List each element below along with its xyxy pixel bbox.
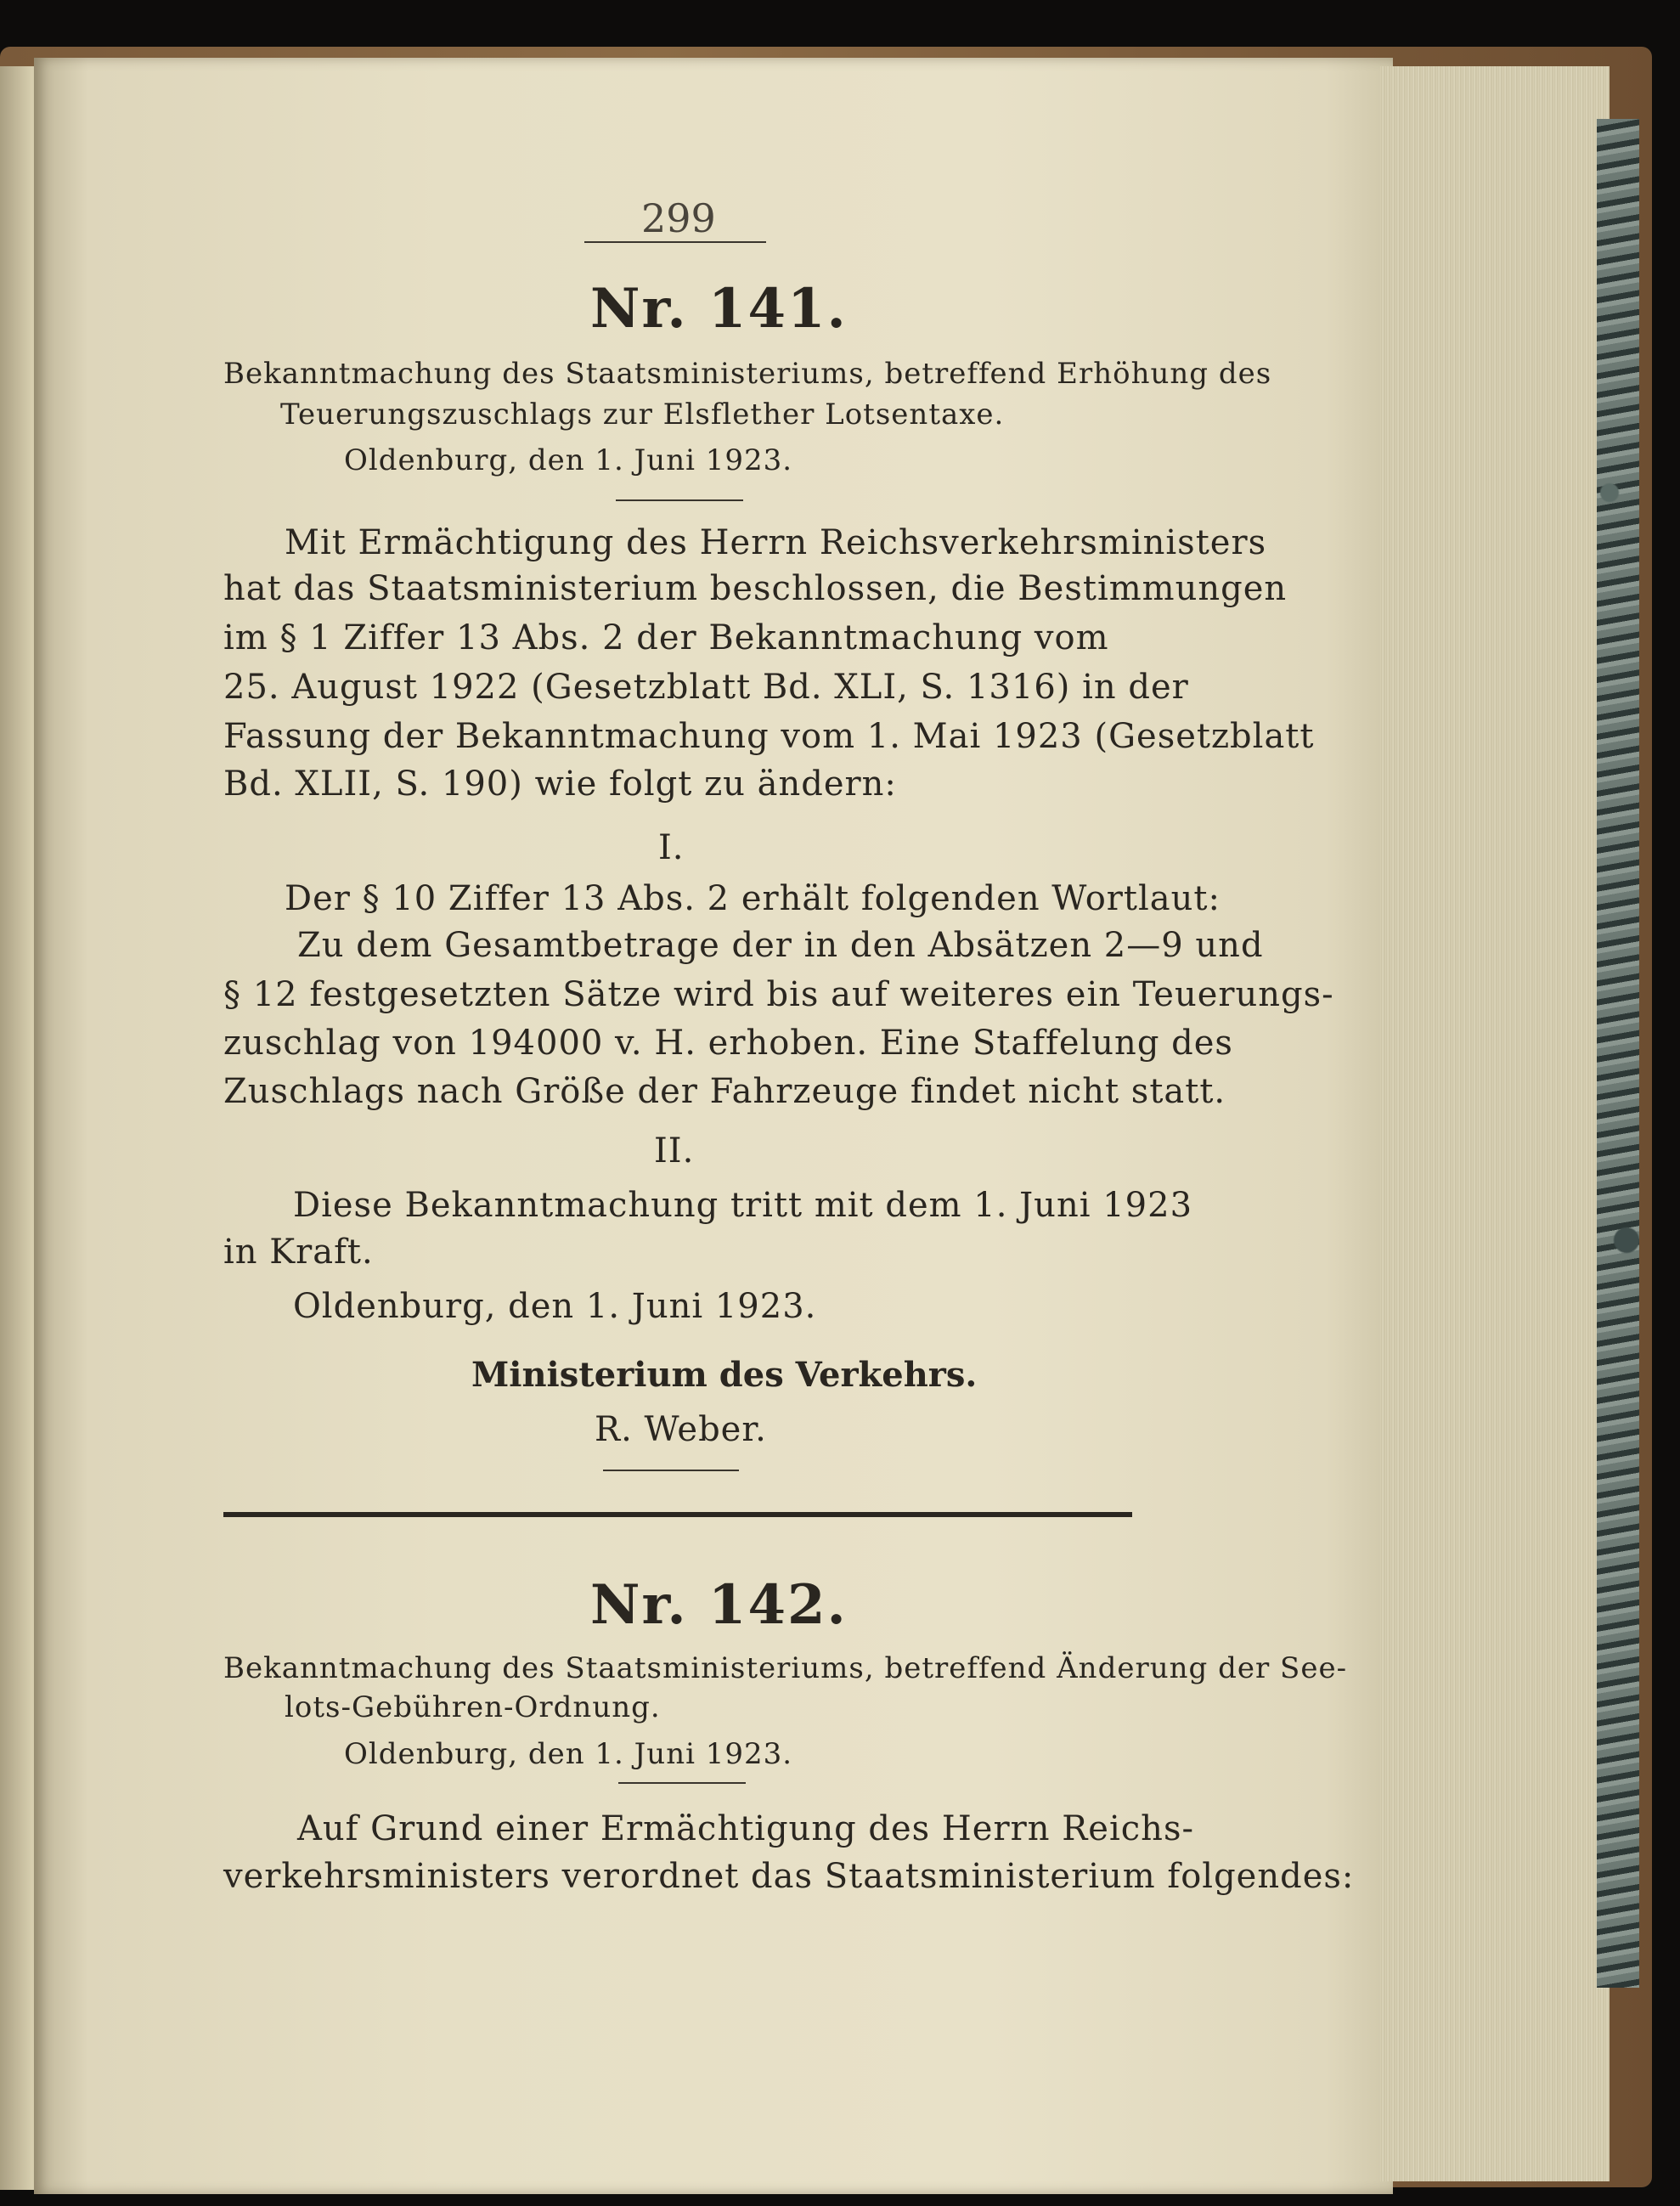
section-separator xyxy=(223,1512,1132,1517)
nr141-title: Nr. 141. xyxy=(590,277,848,341)
nr141-section2-line-2: in Kraft. xyxy=(223,1233,374,1272)
page-edges xyxy=(1380,66,1610,2181)
nr141-body-line-6: Bd. XLII, S. 190) wie folgt zu ändern: xyxy=(223,764,897,804)
nr141-body-line-2: hat das Staatsministerium beschlossen, die Bestimmungen xyxy=(223,569,1288,608)
nr141-dateline: Oldenburg, den 1. Juni 1923. xyxy=(344,443,793,477)
nr141-closing-date: Oldenburg, den 1. Juni 1923. xyxy=(293,1287,817,1326)
nr141-ministry: Ministerium des Verkehrs. xyxy=(471,1355,978,1395)
nr141-signature-rule xyxy=(603,1470,739,1471)
nr142-title: Nr. 142. xyxy=(590,1573,848,1637)
marbled-cover-edge xyxy=(1597,119,1639,1988)
nr142-body-line-2: verkehrsministers verordnet das Staatsministerium folgendes: xyxy=(223,1857,1355,1896)
nr141-section1-line-1: Der § 10 Ziffer 13 Abs. 2 erhält folgenden Wortlaut: xyxy=(285,879,1221,918)
nr141-body-line-5: Fassung der Bekanntmachung vom 1. Mai 1923 (Gesetzblatt xyxy=(223,717,1315,756)
nr141-section1-heading: I. xyxy=(658,828,685,867)
nr142-subtitle-line1: Bekanntmachung des Staatsministeriums, betreffend Änderung der See- xyxy=(223,1651,1348,1685)
nr141-section2-heading: II. xyxy=(654,1131,695,1171)
nr141-section1-line-3: § 12 festgesetzten Sätze wird bis auf weiteres ein Teuerungs- xyxy=(223,975,1334,1014)
nr141-dateline-rule xyxy=(616,499,743,501)
nr142-body-line-1: Auf Grund einer Ermächtigung des Herrn Reichs- xyxy=(297,1809,1194,1848)
nr141-section1-line-2: Zu dem Gesamtbetrage der in den Absätzen 2—9 und xyxy=(297,926,1264,965)
nr141-section1-line-5: Zuschlags nach Größe der Fahrzeuge findet nicht statt. xyxy=(223,1072,1226,1111)
nr141-body-line-1: Mit Ermächtigung des Herrn Reichsverkehrsministers xyxy=(285,523,1267,562)
nr141-subtitle-line1 xyxy=(223,357,1272,391)
nr142-dateline-rule xyxy=(618,1782,746,1784)
header-rule xyxy=(584,241,766,243)
page-number: 299 xyxy=(641,195,716,241)
nr141-body-line-4: 25. August 1922 (Gesetzblatt Bd. XLI, S. 1316) in der xyxy=(223,668,1189,707)
nr141-section1-line-4: zuschlag von 194000 v. H. erhoben. Eine Staffelung des xyxy=(223,1024,1233,1063)
nr141-subtitle-line2: Teuerungszuschlags zur Elsflether Lotsentaxe. xyxy=(280,398,1005,432)
nr141-body-line-3: im § 1 Ziffer 13 Abs. 2 der Bekanntmachung vom xyxy=(223,618,1109,657)
nr141-signature: R. Weber. xyxy=(595,1410,767,1449)
nr141-section2-line-1: Diese Bekanntmachung tritt mit dem 1. Juni 1923 xyxy=(293,1186,1193,1225)
nr141-subtitle-line1-text: Bekanntmachung des Staatsministeriums, betreffend Erhöhung des xyxy=(223,357,1272,391)
nr142-dateline: Oldenburg, den 1. Juni 1923. xyxy=(344,1737,793,1771)
nr142-subtitle-line2: lots-Gebühren-Ordnung. xyxy=(285,1690,661,1724)
